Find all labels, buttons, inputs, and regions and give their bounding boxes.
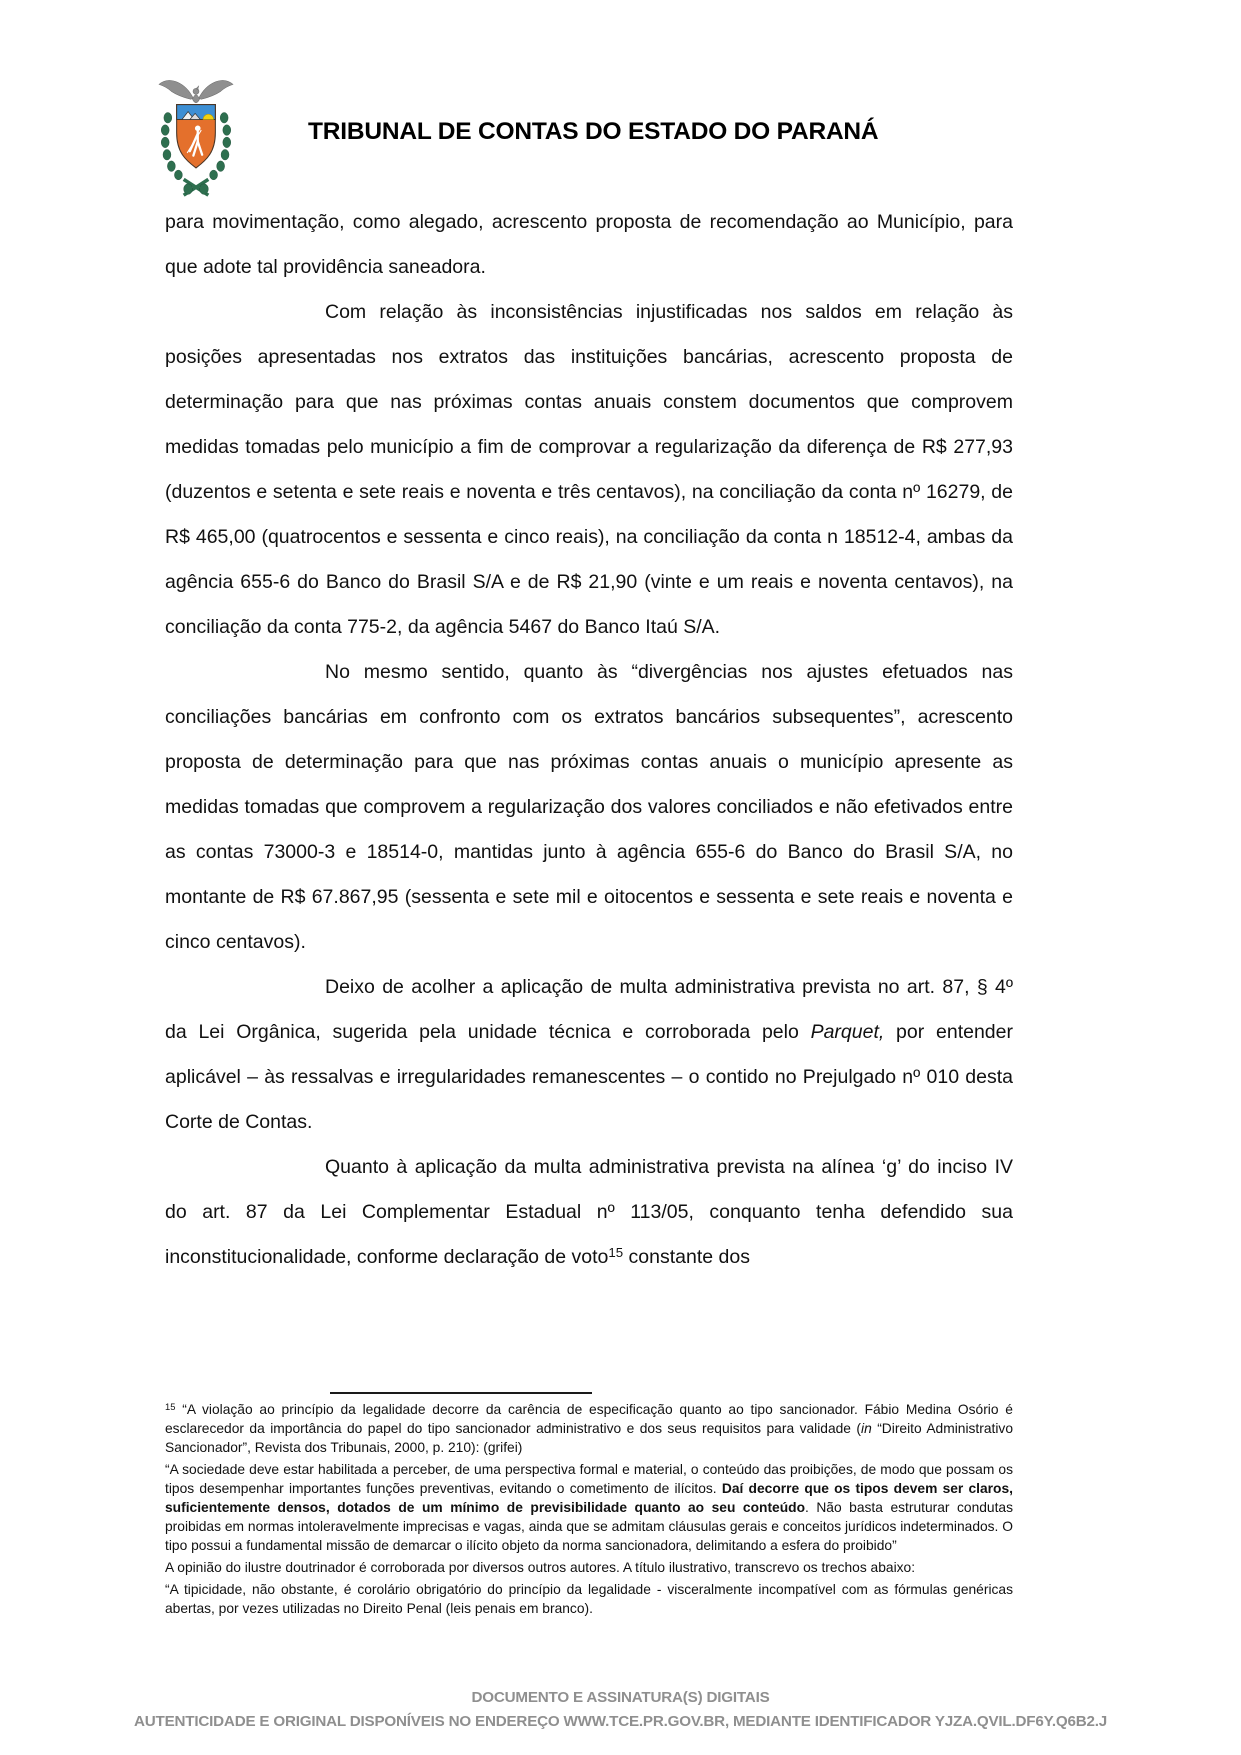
coat-of-arms-icon bbox=[152, 72, 240, 204]
body-paragraph bbox=[165, 200, 1013, 290]
footnote-paragraph bbox=[165, 1460, 1013, 1555]
document-footer bbox=[0, 1686, 1241, 1734]
text-segment: para movimentação, como alegado, acrescento proposta de recomendação ao Município, para que adote tal providência saneadora. bbox=[165, 211, 1013, 278]
text-segment: Quanto à aplicação da multa administrativa prevista na alínea ‘g’ do inciso IV do art. 87 da Lei Complementar Estadual nº 113/05, conquanto tenha defendido sua inconstitucionalidade, conforme declaração de voto bbox=[165, 1156, 1013, 1268]
text-segment: 15 bbox=[608, 1245, 624, 1261]
body-paragraph bbox=[165, 1145, 1013, 1280]
footer-line-authenticity-url: AUTENTICIDADE E ORIGINAL DISPONÍVEIS NO ENDEREÇO WWW.TCE.PR.GOV.BR, MEDIANTE IDENTIFICADOR YJZA.QVIL.DF6Y.Q6B2.J bbox=[133, 1713, 1108, 1730]
text-segment: . Não basta estruturar condutas proibidas em normas intoleravelmente imprecisas e vagas, ainda que se admitam cláusulas gerais e conceitos jurídicos indeterminados. O tipo possui a fundamental missão de demarcar o ilícito objeto da norma sancionadora, delimitando a esfera do proibido” bbox=[165, 1500, 1013, 1553]
body-paragraph bbox=[165, 965, 1013, 1145]
page-title: TRIBUNAL DE CONTAS DO ESTADO DO PARANÁ bbox=[308, 118, 879, 145]
text-segment: “A violação ao princípio da legalidade decorre da carência de especificação quanto ao tipo sancionador. Fábio Medina Osório é esclarecedor da importância do papel do tipo sancionador administrativo e dos seus requisitos para validade ( bbox=[165, 1402, 1013, 1436]
footnote-separator bbox=[330, 1392, 592, 1394]
text-segment: constante dos bbox=[623, 1246, 750, 1268]
footnote-paragraph bbox=[165, 1558, 1013, 1577]
text-segment: “Direito Administrativo Sancionador”, Revista dos Tribunais, 2000, p. 210): (grifei) bbox=[165, 1421, 1013, 1455]
text-segment: Parquet, bbox=[810, 1021, 885, 1043]
document-body bbox=[165, 200, 1013, 1280]
footnote-paragraph bbox=[165, 1580, 1013, 1618]
text-segment: por entender aplicável – às ressalvas e irregularidades remanescentes – o contido no Prejulgado nº 010 desta Corte de Contas. bbox=[165, 1021, 1013, 1133]
text-segment: A opinião do ilustre doutrinador é corroborada por diversos outros autores. A título ilustrativo, transcrevo os trechos abaixo: bbox=[165, 1560, 916, 1575]
parana-coat-of-arms-logo bbox=[152, 72, 240, 204]
body-paragraph bbox=[165, 290, 1013, 650]
text-segment: No mesmo sentido, quanto às “divergências nos ajustes efetuados nas conciliações bancárias em confronto com os extratos bancários subsequentes”, acrescento proposta de determinação para que nas próximas contas anuais o município apresente as medidas tomadas que comprovem a regularização dos valores conciliados e não efetivados entre as contas 73000-3 e 18514-0, mantidas junto à agência 655-6 do Banco do Brasil S/A, no montante de R$ 67.867,95 (sessenta e sete mil e oitocentos e sessenta e sete reais e noventa e cinco centavos). bbox=[165, 661, 1013, 953]
text-segment: in bbox=[861, 1421, 872, 1436]
body-paragraph bbox=[165, 650, 1013, 965]
text-segment: Daí decorre que os tipos devem ser claros, suficientemente densos, dotados de um mínimo de previsibilidade quanto ao seu conteúdo bbox=[165, 1481, 1013, 1515]
text-segment: Com relação às inconsistências injustificadas nos saldos em relação às posições apresentadas nos extratos das instituições bancárias, acrescento proposta de determinação para que nas próximas contas anuais constem documentos que comprovem medidas tomadas pelo município a fim de comprovar a regularização da diferença de R$ 277,93 (duzentos e setenta e sete reais e noventa e três centavos), na conciliação da conta nº 16279, de R$ 465,00 (quatrocentos e sessenta e cinco reais), na conciliação da conta n 18512-4, ambas da agência 655-6 do Banco do Brasil S/A e de R$ 21,90 (vinte e um reais e noventa centavos), na conciliação da conta 775-2, da agência 5467 do Banco Itaú S/A. bbox=[165, 301, 1013, 638]
text-segment: “A sociedade deve estar habilitada a perceber, de uma perspectiva formal e material, o conteúdo das proibições, de modo que possam os tipos desempenhar importantes funções preventivas, evitando o cometimento de ilícitos. bbox=[165, 1462, 1013, 1496]
text-segment: “A tipicidade, não obstante, é corolário obrigatório do princípio da legalidade - visceralmente incompatível com as fórmulas genéricas abertas, por vezes utilizadas no Direito Penal (leis penais em branco). bbox=[165, 1582, 1013, 1616]
text-segment: Deixo de acolher a aplicação de multa administrativa prevista no art. 87, § 4º da Lei Orgânica, sugerida pela unidade técnica e corroborada pelo bbox=[165, 976, 1013, 1043]
footer-line-digital-signature: DOCUMENTO E ASSINATURA(S) DIGITAIS bbox=[471, 1689, 770, 1706]
footnote-paragraph bbox=[165, 1400, 1013, 1457]
footnotes-section bbox=[165, 1400, 1013, 1621]
footnote-marker: 15 bbox=[165, 1401, 176, 1412]
